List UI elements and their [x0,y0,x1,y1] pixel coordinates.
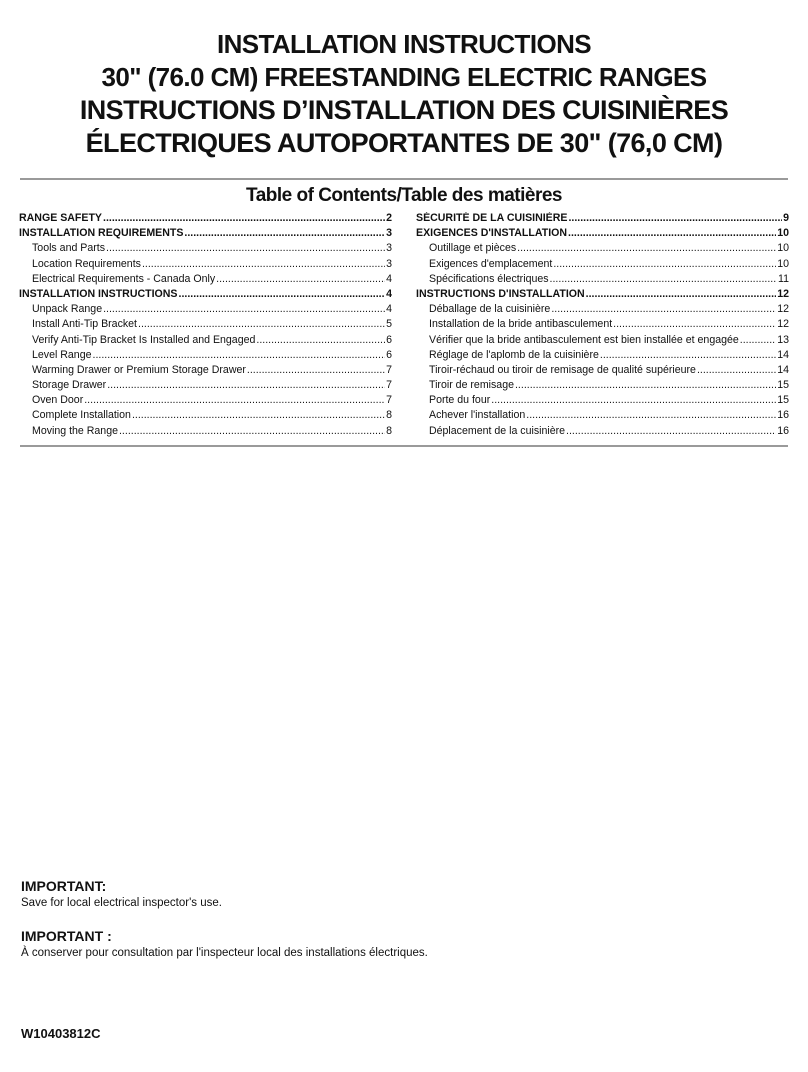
toc-leader-dots [568,227,776,239]
title-line-en-1: INSTALLATION INSTRUCTIONS [216,29,591,59]
toc-entry-label: Vérifier que la bride antibasculement est bien installée et engagée [429,333,739,346]
important-text-en: Save for local electrical inspector's use. [21,897,222,909]
toc-entry[interactable] [19,364,392,379]
document-title-block [0,28,808,160]
toc-entry-page: 3 [386,242,392,255]
toc-entry-page: 16 [777,424,789,437]
toc-entry-page: 10 [777,257,789,270]
toc-entry[interactable] [416,212,789,227]
toc-entry[interactable] [19,288,392,303]
toc-entry[interactable] [19,303,392,318]
toc-leader-dots [526,409,776,421]
toc-entry[interactable] [416,379,789,394]
toc-entry[interactable] [416,273,789,288]
toc-entry-label: Spécifications électriques [429,272,549,285]
toc-entry[interactable] [19,227,392,242]
toc-leader-dots [106,242,385,254]
top-divider [20,178,788,180]
toc-entry[interactable] [416,334,789,349]
toc-heading: Table of Contents/Table des matières [246,185,562,206]
toc-entry-label: Exigences d'emplacement [429,257,553,270]
toc-entry-page: 4 [386,303,392,316]
toc-entry-page: 12 [777,287,789,300]
toc-entry-page: 7 [386,379,392,392]
toc-leader-dots [600,349,776,361]
toc-entry-label: Oven Door [32,394,84,407]
toc-entry-page: 16 [777,409,789,422]
toc-entry-page: 3 [386,227,392,240]
toc-entry-label: Unpack Range [32,303,103,316]
toc-entry[interactable] [416,394,789,409]
toc-leader-dots [132,409,385,421]
toc-entry-label: Déballage de la cuisinière [429,303,551,316]
toc-entry[interactable] [416,303,789,318]
toc-leader-dots [491,394,776,406]
important-heading-fr: IMPORTANT : [21,928,112,944]
toc-entry-label: Outillage et pièces [429,242,517,255]
toc-entry-page: 12 [777,318,789,331]
toc-entry-page: 14 [777,363,789,376]
toc-entry[interactable] [19,409,392,424]
toc-leader-dots [138,318,385,330]
toc-entry[interactable] [416,364,789,379]
toc-left-column [19,212,392,440]
toc-entry-page: 7 [386,363,392,376]
toc-entry-label: EXIGENCES D'INSTALLATION [416,227,568,240]
toc-leader-dots [119,425,385,437]
important-heading-en: IMPORTANT: [21,878,107,894]
title-line-fr-2: ÉLECTRIQUES AUTOPORTANTES DE 30" (76,0 CM) [85,128,723,158]
toc-entry-page: 15 [777,379,789,392]
toc-entry-page: 10 [777,242,789,255]
toc-entry-label: Porte du four [429,394,491,407]
toc-entry-label: Complete Installation [32,409,131,422]
toc-leader-dots [586,288,777,300]
toc-entry-page: 3 [386,257,392,270]
toc-entry-page: 6 [386,333,392,346]
toc-leader-dots [515,379,776,391]
toc-entry-label: Electrical Requirements - Canada Only [32,272,216,285]
toc-entry-label: Install Anti-Tip Bracket [32,318,137,331]
toc-leader-dots [740,334,776,346]
toc-leader-dots [103,303,385,315]
toc-leader-dots [142,258,385,270]
important-notice-en [21,877,222,911]
toc-leader-dots [247,364,385,376]
toc-entry[interactable] [19,349,392,364]
toc-entry-page: 7 [386,394,392,407]
toc-leader-dots [568,212,782,224]
toc-entry[interactable] [416,227,789,242]
toc-entry-page: 13 [777,333,789,346]
title-line-fr-1: INSTRUCTIONS D’INSTALLATION DES CUISINIÈRES [79,95,729,125]
toc-entry[interactable] [416,409,789,424]
toc-entry[interactable] [19,379,392,394]
toc-entry[interactable] [19,334,392,349]
toc-entry-page: 10 [777,227,789,240]
toc-entry-page: 14 [777,348,789,361]
toc-entry-page: 4 [386,287,392,300]
toc-right-column [416,212,789,440]
toc-leader-dots [517,242,776,254]
toc-entry-page: 8 [386,424,392,437]
toc-leader-dots [103,212,385,224]
toc-entry[interactable] [19,394,392,409]
toc-entry-page: 5 [386,318,392,331]
toc-leader-dots [613,318,776,330]
toc-entry-label: Verify Anti-Tip Bracket Is Installed and Engaged [32,333,256,346]
important-text-fr: À conserver pour consultation par l'inspecteur local des installations électriques. [21,947,428,959]
toc-entry[interactable] [19,212,392,227]
toc-entry[interactable] [416,258,789,273]
toc-leader-dots [216,273,385,285]
toc-entry[interactable] [416,242,789,257]
toc-entry-page: 6 [386,348,392,361]
toc-leader-dots [566,425,776,437]
toc-entry[interactable] [416,349,789,364]
toc-entry-page: 12 [777,303,789,316]
toc-entry-label: Achever l'installation [429,409,526,422]
toc-entry[interactable] [19,258,392,273]
toc-entry[interactable] [416,318,789,333]
toc-entry-label: Tiroir-réchaud ou tiroir de remisage de qualité supérieure [429,363,696,376]
toc-entry-label: Location Requirements [32,257,141,270]
toc-entry[interactable] [19,273,392,288]
toc-entry[interactable] [19,425,392,440]
toc-leader-dots [184,227,385,239]
toc-leader-dots [256,334,385,346]
toc-entry-page: 2 [386,212,392,224]
toc-entry-label: Déplacement de la cuisinière [429,424,566,437]
toc-leader-dots [107,379,385,391]
toc-entry-label: Tiroir de remisage [429,379,514,392]
toc-entry-label: Storage Drawer [32,379,107,392]
toc-leader-dots [551,303,776,315]
toc-leader-dots [550,273,777,285]
toc-entry-label: INSTALLATION INSTRUCTIONS [19,287,178,300]
toc-entry-label: Moving the Range [32,424,118,437]
document-code: W10403812C [21,1026,101,1041]
toc-leader-dots [93,349,386,361]
toc-entry-label: Warming Drawer or Premium Storage Drawer [32,363,246,376]
important-notice-fr [21,927,428,961]
toc-entry-page: 15 [777,394,789,407]
toc-leader-dots [84,394,385,406]
bottom-divider [20,445,788,447]
toc-entry[interactable] [19,242,392,257]
toc-entry-label: Tools and Parts [32,242,106,255]
toc-entry-label: RANGE SAFETY [19,212,102,224]
toc-entry-page: 8 [386,409,392,422]
toc-entry-page: 11 [778,272,789,285]
toc-entry-label: INSTRUCTIONS D'INSTALLATION [416,287,585,300]
toc-entry[interactable] [19,318,392,333]
title-line-en-2: 30" (76.0 CM) FREESTANDING ELECTRIC RANGES [101,62,707,92]
toc-leader-dots [179,288,386,300]
toc-entry[interactable] [416,425,789,440]
toc-entry[interactable] [416,288,789,303]
toc-entry-page: 9 [783,212,789,224]
toc-entry-page: 4 [386,272,392,285]
toc-entry-label: SÉCURITÉ DE LA CUISINIÈRE [416,212,568,224]
toc-entry-label: INSTALLATION REQUIREMENTS [19,227,184,240]
toc-entry-label: Installation de la bride antibasculement [429,318,613,331]
toc-entry-label: Level Range [32,348,92,361]
toc-entry-label: Réglage de l'aplomb de la cuisinière [429,348,599,361]
toc-leader-dots [697,364,776,376]
toc-leader-dots [553,258,776,270]
